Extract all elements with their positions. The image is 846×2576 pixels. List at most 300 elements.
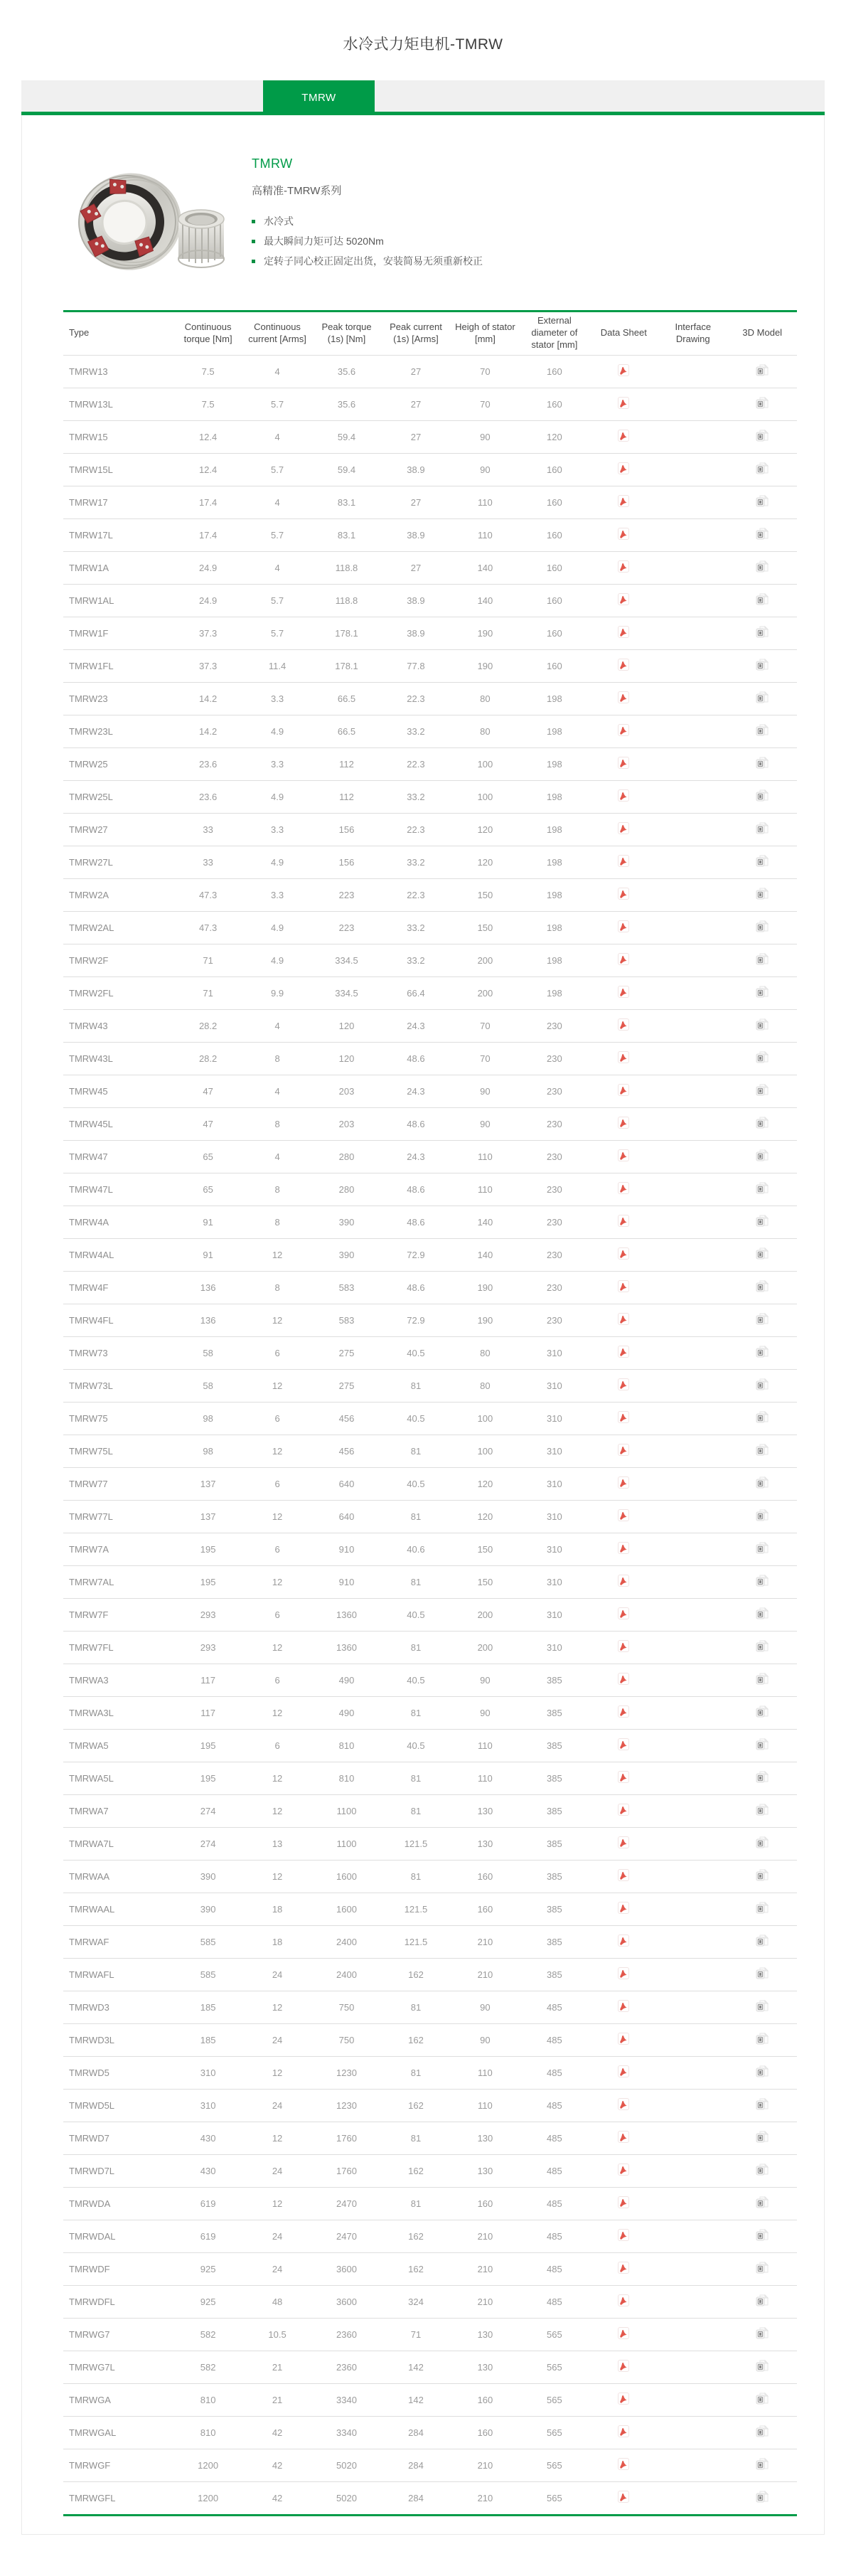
pdf-icon[interactable] <box>618 888 629 900</box>
cell-type: TMRWA3 <box>63 1664 173 1696</box>
table-row <box>63 2252 797 2285</box>
cell-value: 485 <box>520 2089 589 2122</box>
3d-model-icon[interactable] <box>756 1280 769 1293</box>
cell-value: 230 <box>520 1042 589 1075</box>
cell-value: 48.6 <box>381 1173 450 1205</box>
product-bullets <box>252 216 483 267</box>
cell-type: TMRWAF <box>63 1925 173 1958</box>
pdf-icon[interactable] <box>618 495 629 507</box>
pdf-icon[interactable] <box>618 560 629 573</box>
cell-datasheet <box>589 846 658 878</box>
cell-interface-drawing <box>658 1107 727 1140</box>
cell-value: 925 <box>173 2285 242 2318</box>
product-section <box>22 115 824 276</box>
3d-model-icon[interactable] <box>756 2098 769 2111</box>
cell-3d-model <box>728 1500 798 1533</box>
3d-model-icon[interactable] <box>756 659 769 671</box>
pdf-icon[interactable] <box>618 1640 629 1652</box>
cell-value: 80 <box>451 715 520 747</box>
3d-model-icon[interactable] <box>756 1640 769 1653</box>
cell-value: 156 <box>312 846 381 878</box>
pdf-icon[interactable] <box>618 1738 629 1750</box>
product-image <box>72 169 228 276</box>
cell-value: 156 <box>312 813 381 846</box>
cell-3d-model <box>728 420 798 453</box>
cell-value: 4 <box>242 1009 311 1042</box>
3d-model-icon[interactable] <box>756 1836 769 1849</box>
cell-value: 198 <box>520 878 589 911</box>
3d-model-icon[interactable] <box>756 1967 769 1980</box>
cell-type: TMRW7F <box>63 1598 173 1631</box>
cell-value: 4.9 <box>242 911 311 944</box>
cell-value: 9.9 <box>242 976 311 1009</box>
pdf-icon[interactable] <box>618 2033 629 2045</box>
cell-interface-drawing <box>658 2416 727 2449</box>
cell-value: 390 <box>312 1205 381 1238</box>
product-bullet <box>252 236 483 247</box>
pdf-icon[interactable] <box>618 659 629 671</box>
pdf-icon[interactable] <box>618 2491 629 2503</box>
pdf-icon[interactable] <box>618 1869 629 1881</box>
spec-table-body <box>63 355 797 2514</box>
cell-3d-model <box>728 1893 798 1925</box>
pdf-icon[interactable] <box>618 757 629 769</box>
3d-model-icon[interactable] <box>756 2294 769 2307</box>
cell-interface-drawing <box>658 1598 727 1631</box>
3d-model-icon[interactable] <box>756 2262 769 2274</box>
cell-value: 120 <box>312 1042 381 1075</box>
3d-model-icon[interactable] <box>756 1051 769 1064</box>
cell-value: 565 <box>520 2416 589 2449</box>
cell-value: 70 <box>451 1042 520 1075</box>
3d-model-icon[interactable] <box>756 1215 769 1228</box>
table-row <box>63 1631 797 1664</box>
pdf-icon[interactable] <box>618 1542 629 1554</box>
cell-value: 490 <box>312 1696 381 1729</box>
cell-3d-model <box>728 1140 798 1173</box>
pdf-icon[interactable] <box>618 1444 629 1456</box>
cell-3d-model <box>728 2416 798 2449</box>
cell-datasheet <box>589 1794 658 1827</box>
3d-model-icon[interactable] <box>756 2458 769 2471</box>
cell-value: 58 <box>173 1336 242 1369</box>
pdf-icon[interactable] <box>618 1771 629 1783</box>
cell-value: 17.4 <box>173 518 242 551</box>
cell-type: TMRW75 <box>63 1402 173 1435</box>
cell-datasheet <box>589 2383 658 2416</box>
pdf-icon[interactable] <box>618 2131 629 2143</box>
3d-model-icon[interactable] <box>756 1444 769 1457</box>
cell-value: 90 <box>451 1991 520 2023</box>
3d-model-icon[interactable] <box>756 1247 769 1260</box>
cell-value: 230 <box>520 1173 589 1205</box>
3d-model-icon[interactable] <box>756 626 769 639</box>
cell-value: 12 <box>242 1762 311 1794</box>
pdf-icon[interactable] <box>618 1575 629 1587</box>
header-3d-model: 3D Model <box>742 327 783 339</box>
cell-value: 160 <box>520 649 589 682</box>
3d-model-icon[interactable] <box>756 1575 769 1587</box>
cell-value: 198 <box>520 813 589 846</box>
cell-value: 210 <box>451 2252 520 2285</box>
pdf-icon[interactable] <box>618 1967 629 1979</box>
pdf-icon[interactable] <box>618 1051 629 1063</box>
pdf-icon[interactable] <box>618 2000 629 2012</box>
pdf-icon[interactable] <box>618 626 629 638</box>
3d-model-icon[interactable] <box>756 2360 769 2373</box>
cell-datasheet <box>589 682 658 715</box>
pdf-icon[interactable] <box>618 2098 629 2110</box>
cell-value: 485 <box>520 1991 589 2023</box>
cell-value: 198 <box>520 780 589 813</box>
pdf-icon[interactable] <box>618 1182 629 1194</box>
3d-model-icon[interactable] <box>756 1346 769 1358</box>
cell-value: 310 <box>520 1533 589 1565</box>
cell-value: 585 <box>173 1958 242 1991</box>
cell-3d-model <box>728 878 798 911</box>
cell-value: 24 <box>242 2023 311 2056</box>
cell-value: 160 <box>520 486 589 518</box>
pdf-icon[interactable] <box>618 2327 629 2339</box>
3d-model-icon[interactable] <box>756 2163 769 2176</box>
cell-value: 210 <box>451 1958 520 1991</box>
pdf-icon[interactable] <box>618 2393 629 2405</box>
cell-interface-drawing <box>658 1860 727 1893</box>
pdf-icon[interactable] <box>618 430 629 442</box>
pdf-icon[interactable] <box>618 593 629 605</box>
cell-value: 4.9 <box>242 780 311 813</box>
cell-value: 90 <box>451 2023 520 2056</box>
cell-value: 1760 <box>312 2122 381 2154</box>
cell-value: 4 <box>242 551 311 584</box>
pdf-icon[interactable] <box>618 920 629 932</box>
cell-value: 150 <box>451 1565 520 1598</box>
cell-3d-model <box>728 1238 798 1271</box>
tab-tmrw[interactable]: TMRW <box>263 80 375 115</box>
cell-interface-drawing <box>658 2449 727 2481</box>
3d-model-icon[interactable] <box>756 2196 769 2209</box>
cell-3d-model <box>728 747 798 780</box>
cell-value: 98 <box>173 1402 242 1435</box>
cell-datasheet <box>589 1631 658 1664</box>
pdf-icon[interactable] <box>618 691 629 703</box>
cell-value: 310 <box>520 1467 589 1500</box>
cell-interface-drawing <box>658 617 727 649</box>
cell-3d-model <box>728 1009 798 1042</box>
cell-value: 80 <box>451 682 520 715</box>
3d-model-icon[interactable] <box>756 691 769 704</box>
cell-type: TMRW2F <box>63 944 173 976</box>
cell-value: 390 <box>173 1860 242 1893</box>
cell-value: 640 <box>312 1467 381 1500</box>
cell-3d-model <box>728 682 798 715</box>
pdf-icon[interactable] <box>618 2360 629 2372</box>
pdf-icon[interactable] <box>618 1018 629 1031</box>
cell-value: 42 <box>242 2481 311 2514</box>
cell-value: 275 <box>312 1336 381 1369</box>
cell-value: 390 <box>173 1893 242 1925</box>
cell-interface-drawing <box>658 1925 727 1958</box>
table-row <box>63 1009 797 1042</box>
3d-model-icon[interactable] <box>756 1607 769 1620</box>
cell-datasheet <box>589 1565 658 1598</box>
pdf-icon[interactable] <box>618 364 629 376</box>
pdf-icon[interactable] <box>618 1280 629 1292</box>
cell-type: TMRW13L <box>63 388 173 420</box>
cell-interface-drawing <box>658 453 727 486</box>
table-row <box>63 2154 797 2187</box>
cell-value: 230 <box>520 1009 589 1042</box>
pdf-icon[interactable] <box>618 2196 629 2208</box>
pdf-icon[interactable] <box>618 1509 629 1521</box>
pdf-icon[interactable] <box>618 1117 629 1129</box>
cell-value: 77.8 <box>381 649 450 682</box>
3d-model-icon[interactable] <box>756 789 769 802</box>
cell-value: 17.4 <box>173 486 242 518</box>
cell-value: 162 <box>381 2089 450 2122</box>
cell-datasheet <box>589 2449 658 2481</box>
product-info <box>252 156 483 276</box>
cell-value: 6 <box>242 1664 311 1696</box>
3d-model-icon[interactable] <box>756 1313 769 1326</box>
cell-value: 223 <box>312 911 381 944</box>
pdf-icon[interactable] <box>618 986 629 998</box>
cell-value: 38.9 <box>381 617 450 649</box>
cell-value: 565 <box>520 2351 589 2383</box>
cell-interface-drawing <box>658 1205 727 1238</box>
3d-model-icon[interactable] <box>756 1378 769 1391</box>
pdf-icon[interactable] <box>618 2229 629 2241</box>
3d-model-icon[interactable] <box>756 1771 769 1784</box>
cell-value: 130 <box>451 1794 520 1827</box>
3d-model-icon[interactable] <box>756 888 769 900</box>
cell-value: 110 <box>451 2056 520 2089</box>
pdf-icon[interactable] <box>618 1346 629 1358</box>
3d-model-icon[interactable] <box>756 1705 769 1718</box>
3d-model-icon[interactable] <box>756 1182 769 1195</box>
3d-model-icon[interactable] <box>756 1934 769 1947</box>
cell-value: 33.2 <box>381 846 450 878</box>
3d-model-icon[interactable] <box>756 2491 769 2503</box>
pdf-icon[interactable] <box>618 397 629 409</box>
cell-value: 24.3 <box>381 1140 450 1173</box>
cell-value: 48.6 <box>381 1205 450 1238</box>
spec-table <box>63 310 797 2516</box>
cell-type: TMRWDA <box>63 2187 173 2220</box>
pdf-icon[interactable] <box>618 2262 629 2274</box>
3d-model-icon[interactable] <box>756 2229 769 2242</box>
cell-value: 2360 <box>312 2351 381 2383</box>
pdf-icon[interactable] <box>618 2065 629 2077</box>
cell-value: 3.3 <box>242 813 311 846</box>
header-interface-drawing: Interface Drawing <box>675 321 712 344</box>
table-row <box>63 1140 797 1173</box>
3d-model-icon[interactable] <box>756 1476 769 1489</box>
cell-value: 90 <box>451 1664 520 1696</box>
cell-interface-drawing <box>658 1533 727 1565</box>
cell-datasheet <box>589 420 658 453</box>
pdf-icon[interactable] <box>618 1378 629 1390</box>
cell-value: 310 <box>520 1369 589 1402</box>
cell-datasheet <box>589 1009 658 1042</box>
pdf-icon[interactable] <box>618 1476 629 1489</box>
pdf-icon[interactable] <box>618 1902 629 1914</box>
cell-value: 310 <box>520 1598 589 1631</box>
pdf-icon[interactable] <box>618 855 629 867</box>
3d-model-icon[interactable] <box>756 724 769 737</box>
pdf-icon[interactable] <box>618 1673 629 1685</box>
3d-model-icon[interactable] <box>756 2000 769 2013</box>
table-row <box>63 2449 797 2481</box>
table-row <box>63 2220 797 2252</box>
cell-value: 3.3 <box>242 747 311 780</box>
cell-value: 81 <box>381 1696 450 1729</box>
3d-model-icon[interactable] <box>756 822 769 835</box>
cell-value: 619 <box>173 2220 242 2252</box>
pdf-icon[interactable] <box>618 1934 629 1947</box>
cell-3d-model <box>728 1205 798 1238</box>
table-row <box>63 715 797 747</box>
cell-value: 33.2 <box>381 715 450 747</box>
cell-type: TMRW45L <box>63 1107 173 1140</box>
cell-interface-drawing <box>658 584 727 617</box>
3d-model-icon[interactable] <box>756 462 769 475</box>
cell-datasheet <box>589 1107 658 1140</box>
cell-datasheet <box>589 1827 658 1860</box>
cell-value: 160 <box>451 1860 520 1893</box>
3d-model-icon[interactable] <box>756 1902 769 1915</box>
cell-datasheet <box>589 1664 658 1696</box>
3d-model-icon[interactable] <box>756 1149 769 1162</box>
cell-3d-model <box>728 1042 798 1075</box>
table-row <box>63 682 797 715</box>
pdf-icon[interactable] <box>618 822 629 834</box>
3d-model-icon[interactable] <box>756 1411 769 1424</box>
3d-model-icon[interactable] <box>756 1018 769 1031</box>
pdf-icon[interactable] <box>618 1313 629 1325</box>
3d-model-icon[interactable] <box>756 397 769 410</box>
cell-value: 66.5 <box>312 715 381 747</box>
3d-model-icon[interactable] <box>756 2425 769 2438</box>
pdf-icon[interactable] <box>618 1149 629 1161</box>
cell-value: 81 <box>381 1500 450 1533</box>
3d-model-icon[interactable] <box>756 1738 769 1751</box>
cell-interface-drawing <box>658 388 727 420</box>
cell-value: 310 <box>520 1402 589 1435</box>
3d-model-icon[interactable] <box>756 528 769 541</box>
cell-value: 4.9 <box>242 846 311 878</box>
page-title: 水冷式力矩电机-TMRW <box>343 36 503 53</box>
cell-value: 385 <box>520 1958 589 1991</box>
cell-type: TMRW75L <box>63 1435 173 1467</box>
cell-interface-drawing <box>658 846 727 878</box>
pdf-icon[interactable] <box>618 1804 629 1816</box>
pdf-icon[interactable] <box>618 2294 629 2306</box>
header-continuous-current: Continuous current [Arms] <box>248 321 306 344</box>
3d-model-icon[interactable] <box>756 2065 769 2078</box>
cell-value: 48.6 <box>381 1107 450 1140</box>
3d-model-icon[interactable] <box>756 1869 769 1882</box>
cell-value: 140 <box>451 1238 520 1271</box>
pdf-icon[interactable] <box>618 953 629 965</box>
table-row <box>63 1565 797 1598</box>
pdf-icon[interactable] <box>618 1215 629 1227</box>
pdf-icon[interactable] <box>618 462 629 474</box>
3d-model-icon[interactable] <box>756 560 769 573</box>
table-row <box>63 1827 797 1860</box>
pdf-icon[interactable] <box>618 528 629 540</box>
cell-value: 185 <box>173 1991 242 2023</box>
3d-model-icon[interactable] <box>756 1509 769 1522</box>
pdf-icon[interactable] <box>618 1705 629 1718</box>
3d-model-icon[interactable] <box>756 1804 769 1816</box>
pdf-icon[interactable] <box>618 1247 629 1260</box>
3d-model-icon[interactable] <box>756 986 769 999</box>
cell-type: TMRW1AL <box>63 584 173 617</box>
3d-model-icon[interactable] <box>756 2393 769 2405</box>
cell-value: 385 <box>520 1664 589 1696</box>
cell-type: TMRW25 <box>63 747 173 780</box>
cell-value: 33.2 <box>381 944 450 976</box>
pdf-icon[interactable] <box>618 2163 629 2176</box>
3d-model-icon[interactable] <box>756 920 769 933</box>
cell-interface-drawing <box>658 518 727 551</box>
3d-model-icon[interactable] <box>756 364 769 377</box>
cell-3d-model <box>728 486 798 518</box>
cell-value: 2470 <box>312 2187 381 2220</box>
cell-value: 27 <box>381 486 450 518</box>
pdf-icon[interactable] <box>618 1607 629 1619</box>
cell-value: 385 <box>520 1794 589 1827</box>
3d-model-icon[interactable] <box>756 1084 769 1097</box>
cell-interface-drawing <box>658 1500 727 1533</box>
table-row <box>63 747 797 780</box>
cell-datasheet <box>589 1402 658 1435</box>
cell-interface-drawing <box>658 1565 727 1598</box>
cell-3d-model <box>728 813 798 846</box>
3d-model-icon[interactable] <box>756 855 769 868</box>
pdf-icon[interactable] <box>618 724 629 736</box>
3d-model-icon[interactable] <box>756 1117 769 1129</box>
pdf-icon[interactable] <box>618 1084 629 1096</box>
cell-value: 12 <box>242 1369 311 1402</box>
header-type: Type <box>69 327 90 339</box>
3d-model-icon[interactable] <box>756 2033 769 2045</box>
3d-model-icon[interactable] <box>756 430 769 442</box>
3d-model-icon[interactable] <box>756 1542 769 1555</box>
cell-value: 200 <box>451 944 520 976</box>
cell-value: 40.5 <box>381 1402 450 1435</box>
pdf-icon[interactable] <box>618 1411 629 1423</box>
cell-value: 3340 <box>312 2383 381 2416</box>
3d-model-icon[interactable] <box>756 593 769 606</box>
pdf-icon[interactable] <box>618 789 629 802</box>
cell-value: 12 <box>242 1794 311 1827</box>
cell-value: 100 <box>451 1402 520 1435</box>
3d-model-icon[interactable] <box>756 757 769 770</box>
cell-value: 3340 <box>312 2416 381 2449</box>
cell-value: 230 <box>520 1271 589 1304</box>
pdf-icon[interactable] <box>618 1836 629 1848</box>
3d-model-icon[interactable] <box>756 495 769 508</box>
3d-model-icon[interactable] <box>756 2327 769 2340</box>
pdf-icon[interactable] <box>618 2458 629 2470</box>
3d-model-icon[interactable] <box>756 953 769 966</box>
pdf-icon[interactable] <box>618 2425 629 2437</box>
3d-model-icon[interactable] <box>756 2131 769 2144</box>
cell-interface-drawing <box>658 2351 727 2383</box>
3d-model-icon[interactable] <box>756 1673 769 1686</box>
